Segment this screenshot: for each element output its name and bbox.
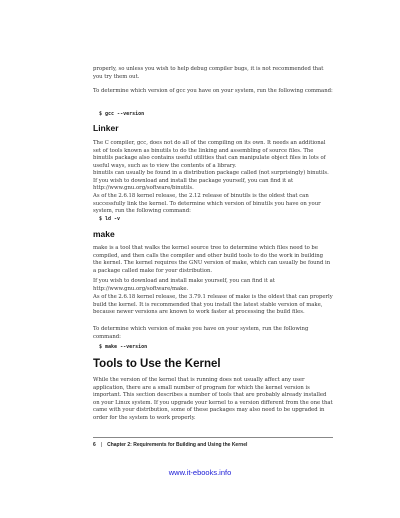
paragraph xyxy=(93,245,333,275)
heading-text: Tools to Use the Kernel xyxy=(93,358,221,370)
paragraph-text: binutils can usually be found in a distribution package called (not surprisingly) binutils. If you wish to download and install the package yourself, you can find it at http://www.gnu.org/software/binutils. xyxy=(93,170,329,192)
footer-divider xyxy=(93,437,333,438)
paragraph xyxy=(93,278,333,293)
paragraph-text: To determine which version of make you have on your system, run the following command: xyxy=(93,326,309,340)
footer-separator: | xyxy=(100,442,103,448)
paragraph xyxy=(93,88,333,96)
section-heading-make xyxy=(93,231,333,239)
paragraph-text: While the version of the kernel that is running does not usually affect any user application, there are a small number of program for which the kernel version is important. This section describes a number of tools that are probably already installed on your Linux system. If you upgrade your kernel to a version different from the one that came with your distribution, some of these packages may also need to be upgraded in order for the system to work properly. xyxy=(93,377,333,421)
paragraph xyxy=(93,140,333,170)
paragraph-text: As of the 2.6.18 kernel release, the 2.12 release of binutils is the oldest that can successfully link the kernel. To determine which version of binutils you have on your system, run the following command: xyxy=(93,193,321,215)
paragraph xyxy=(93,170,333,193)
section-heading-tools xyxy=(93,358,333,370)
chapter-title: Chapter 2: Requirements for Building and Using the Kernel xyxy=(107,442,248,448)
paragraph xyxy=(93,193,333,216)
code-line: $ gcc --version xyxy=(99,111,145,117)
code-line: $ make --version xyxy=(99,344,148,350)
paragraph-text: properly, so unless you wish to help debug compiler bugs, it is not recommended that you try them out. xyxy=(93,66,324,80)
code-line: $ ld -v xyxy=(99,216,121,222)
paragraph xyxy=(93,377,333,423)
paragraph xyxy=(93,66,333,81)
paragraph-text: make is a tool that walks the kernel source tree to determine which files need to be compiled, and then calls the compiler and other build tools to do the work in building the kernel. The kernel requires the GNU version of make, which can usually be found in a package called make for your distribution. xyxy=(93,245,331,274)
paragraph-text: The C compiler, gcc, does not do all of the compiling on its own. It needs an additional set of tools known as binutils to do the linking and assembling of source files. The binutils package also contains useful utilities that can manipulate object files in lots of useful ways, such as to view the contents of a library. xyxy=(93,140,326,169)
paragraph-text: If you wish to download and install make yourself, you can find it at http://www.gnu.org/software/make. xyxy=(93,278,275,292)
heading-text: Linker xyxy=(93,123,119,133)
heading-text: make xyxy=(93,229,115,239)
watermark-link[interactable]: www.it-ebooks.info xyxy=(168,468,232,477)
page-number: 6 xyxy=(93,442,96,448)
section-heading-linker xyxy=(93,125,333,133)
paragraph xyxy=(93,294,333,317)
paragraph-text: As of the 2.6.18 kernel release, the 3.79.1 release of make is the oldest that can properly build the kernel. It is recommended that you install the latest stable version of make, because newer versions are known to work faster at processing the build files. xyxy=(93,294,333,316)
page-footer xyxy=(93,442,333,448)
paragraph-text: To determine which version of gcc you have on your system, run the following command: xyxy=(93,88,333,94)
paragraph xyxy=(93,326,333,341)
